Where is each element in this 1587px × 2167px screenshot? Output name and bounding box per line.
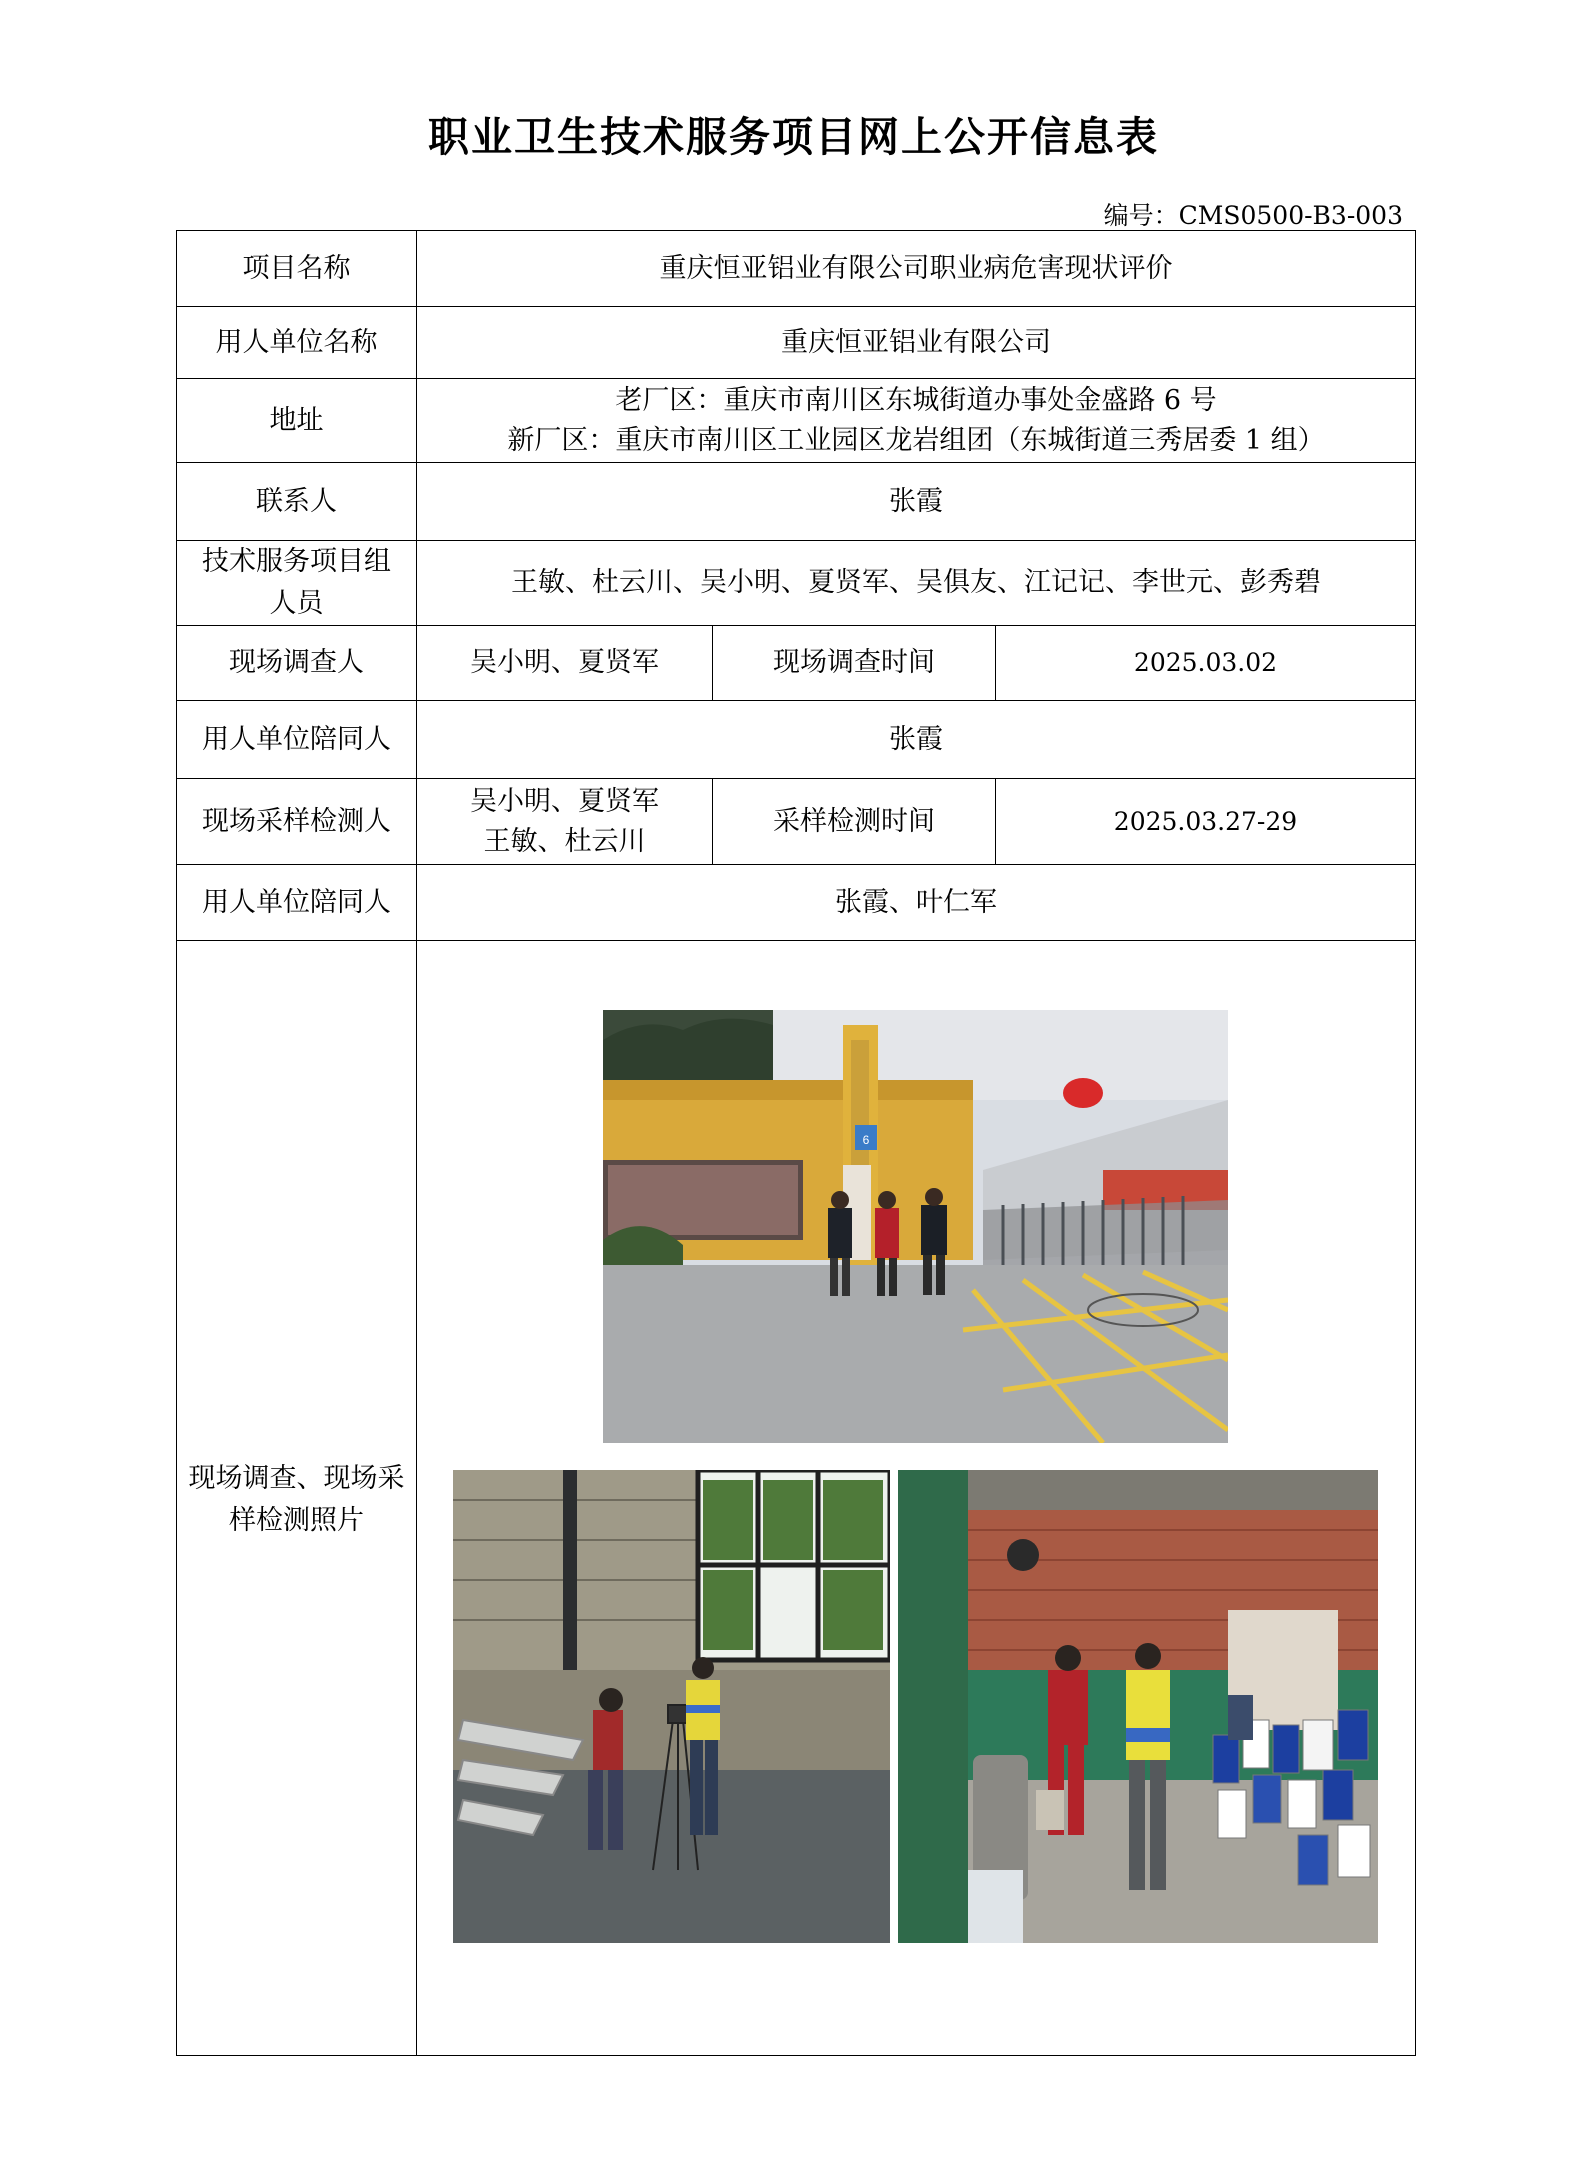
project-name-label: 项目名称 — [242, 252, 351, 284]
sampling-time-value: 2025.03.27-29 — [1113, 806, 1298, 836]
contact-label: 联系人 — [256, 485, 337, 517]
survey-escort-label: 用人单位陪同人 — [202, 723, 391, 755]
photo-factory-gate — [603, 1010, 1228, 1443]
photos-label-line2: 样检测照片 — [229, 1505, 364, 1536]
survey-label: 现场调查人 — [229, 647, 364, 678]
page-title: 职业卫生技术服务项目网上公开信息表 — [428, 113, 1159, 161]
contact-value: 张霞 — [889, 485, 943, 517]
project-name-value: 重庆恒亚铝业有限公司职业病危害现状评价 — [659, 252, 1173, 284]
address-value — [417, 379, 1415, 462]
gate-number-text: 6 — [862, 1133, 870, 1147]
sampling-value-line1: 吴小明、夏贤军 — [470, 785, 659, 817]
employer-label: 用人单位名称 — [215, 326, 378, 358]
sampling-value — [417, 779, 712, 864]
address-new: 新厂区：重庆市南川区工业园区龙岩组团（东城街道三秀居委 1 组） — [507, 424, 1325, 456]
address-label: 地址 — [269, 404, 324, 436]
survey-time-value: 2025.03.02 — [1133, 648, 1278, 677]
sampling-time-label: 采样检测时间 — [773, 805, 935, 837]
photos-label — [177, 1455, 416, 1545]
document-code: 编号：CMS0500-B3-003 — [1103, 201, 1403, 230]
sampling-value-line2: 王敏、杜云川 — [483, 825, 646, 857]
address-old: 老厂区：重庆市南川区东城街道办事处金盛路 6 号 — [615, 384, 1217, 416]
team-label-line2: 人员 — [269, 588, 324, 619]
employer-value: 重庆恒亚铝业有限公司 — [781, 326, 1051, 358]
sampling-label: 现场采样检测人 — [202, 805, 391, 837]
sampling-escort-value: 张霞、叶仁军 — [835, 886, 997, 918]
photo-workshop-sampling — [453, 1470, 890, 1943]
survey-value: 吴小明、夏贤军 — [470, 647, 659, 678]
team-label — [177, 541, 416, 625]
survey-time-label: 现场调查时间 — [773, 647, 935, 678]
team-value: 王敏、杜云川、吴小明、夏贤军、吴俱友、江记记、李世元、彭秀碧 — [511, 567, 1321, 598]
survey-escort-value: 张霞 — [889, 723, 943, 755]
sampling-escort-label: 用人单位陪同人 — [202, 886, 391, 918]
photos-label-line1: 现场调查、现场采 — [188, 1463, 405, 1494]
photo-paint-room-sampling — [898, 1470, 1378, 1943]
team-label-line1: 技术服务项目组 — [202, 546, 391, 577]
